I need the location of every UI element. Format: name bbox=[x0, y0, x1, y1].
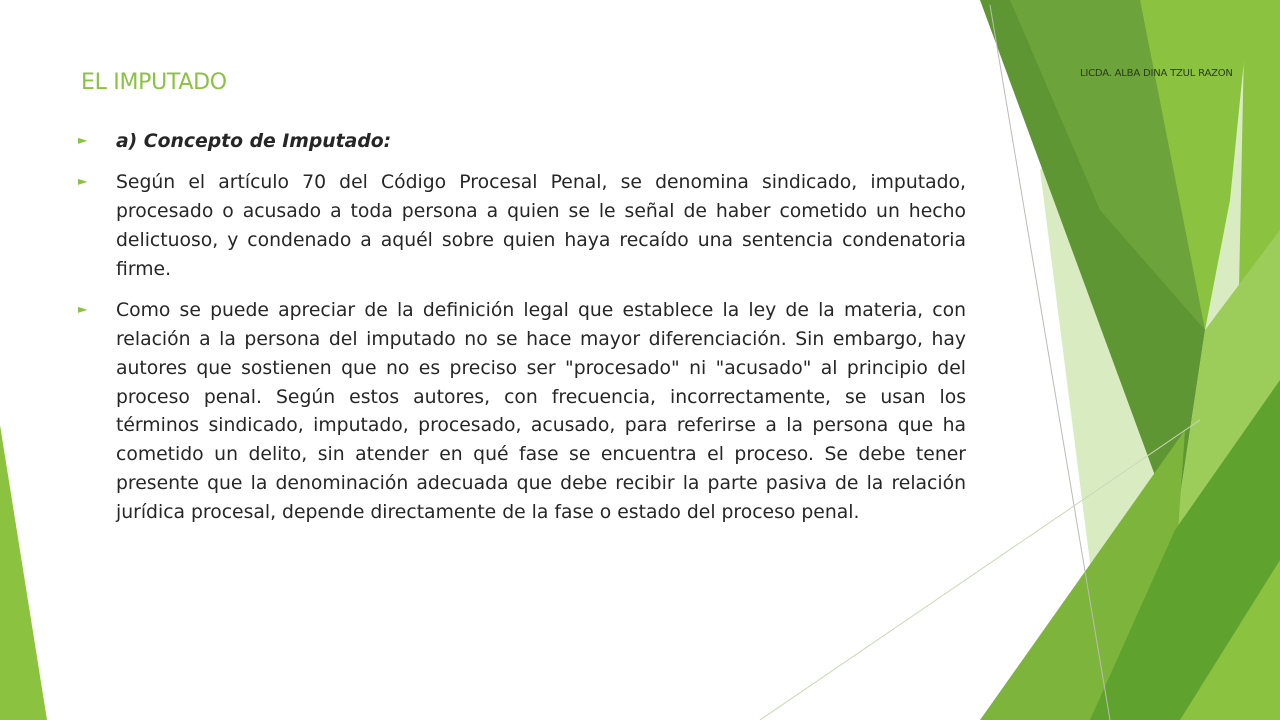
bullet-arrow-icon: ► bbox=[78, 133, 88, 147]
slide-title: EL IMPUTADO bbox=[81, 70, 227, 95]
bullet-arrow-icon: ► bbox=[78, 173, 88, 188]
bullet-item-subheading bbox=[78, 128, 966, 157]
left-sliver-shape bbox=[0, 425, 47, 720]
definition-text: Según el artículo 70 del Código Procesal Penal, se denomina sindicado, imputado, procesado o acusado a toda persona a quien se le señal de haber cometido un hecho delictuoso, y condenado a aquél sobre quien haya recaído una sentencia condenatoria firme. bbox=[116, 171, 966, 280]
bullet-arrow-icon: ► bbox=[78, 301, 88, 316]
bullet-item-definition bbox=[78, 169, 966, 285]
subheading-text: a) Concepto de Imputado: bbox=[116, 131, 392, 152]
explanation-text: Como se puede apreciar de la definición legal que establece la ley de la materia, con relación a la persona del imputado no se hace mayor diferenciación. Sin embargo, hay autores que sostienen que no es preciso ser "procesado" ni "acusado" al principio del proceso penal. Según estos autores, con frecuencia, incorrectamente, se usan los términos sindicado, imputado, procesado, acusado, para referirse a la persona que ha cometido un delito, sin atender en qué fase se encuentra el proceso. Se debe tener presente que la denominación adecuada que debe recibir la parte pasiva de la relación jurídica procesal, depende directamente de la fase o estado del proceso penal. bbox=[116, 299, 966, 524]
author-label: LICDA. ALBA DINA TZUL RAZON bbox=[1080, 68, 1233, 79]
bullet-item-explanation bbox=[78, 297, 966, 529]
bullet-list bbox=[78, 128, 966, 540]
